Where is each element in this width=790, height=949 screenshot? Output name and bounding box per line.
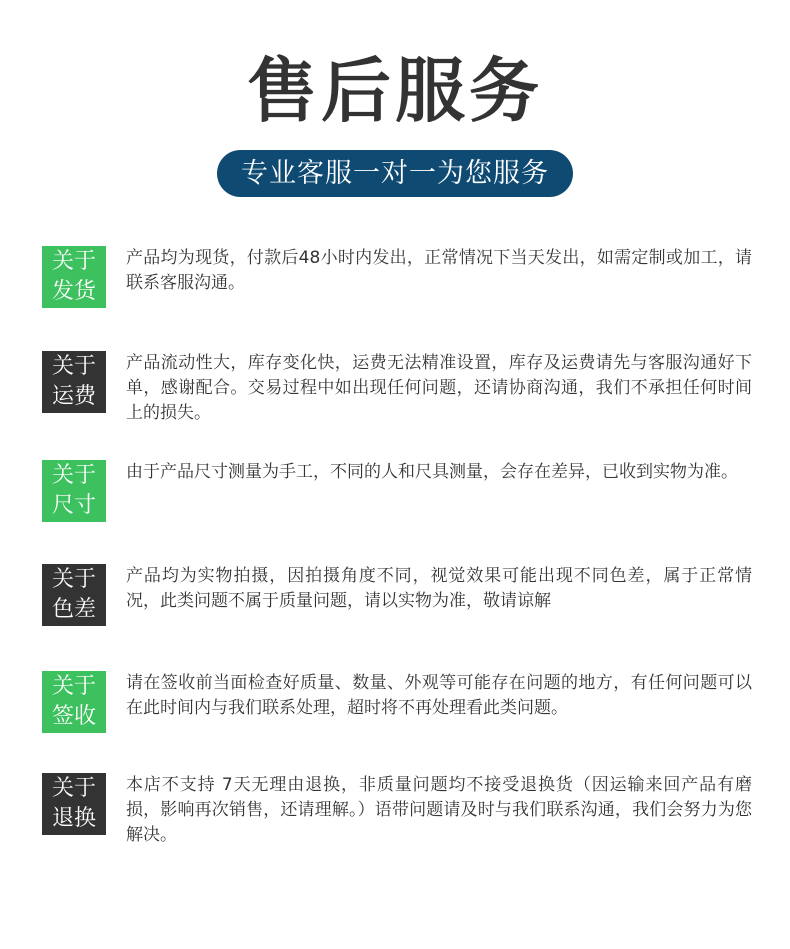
section-text: 本店不支持 7天无理由退换，非质量问题均不接受退换货（因运输来回产品有磨损，影响再次销售，还请理解。）语带问题请及时与我们联系沟通，我们会努力为您解决。 (126, 775, 752, 845)
section-badge (42, 351, 106, 413)
section-text: 产品均为实物拍摄，因拍摄角度不同，视觉效果可能出现不同色差，属于正常情况，此类问题不属于质量问题，请以实物为准，敬请谅解 (126, 566, 752, 611)
subtitle-banner: 专业客服一对一为您服务 (217, 150, 573, 197)
badge-line-1: 关于 (51, 354, 96, 379)
badge-line-1: 关于 (51, 249, 96, 274)
section-text: 由于产品尺寸测量为手工，不同的人和尺具测量，会存在差异，已收到实物为准。 (126, 462, 738, 482)
section-text: 产品流动性大，库存变化快，运费无法精准设置，库存及运费请先与客服沟通好下单，感谢配合。交易过程中如出现任何问题，还请协商沟通，我们不承担任何时间上的损失。 (126, 353, 752, 423)
section-badge (42, 460, 106, 522)
page-title: 售后服务 (247, 50, 543, 132)
badge-line-1: 关于 (51, 567, 96, 592)
section-badge (42, 246, 106, 308)
badge-line-2: 发货 (51, 279, 96, 304)
badge-line-1: 关于 (51, 776, 96, 801)
section-text: 产品均为现货，付款后48小时内发出，正常情况下当天发出，如需定制或加工，请联系客服沟通。 (126, 248, 752, 293)
badge-line-2: 尺寸 (51, 493, 96, 518)
section-text: 请在签收前当面检查好质量、数量、外观等可能存在问题的地方，有任何问题可以在此时间内与我们联系处理，超时将不再处理看此类问题。 (126, 673, 752, 718)
badge-line-2: 签收 (51, 704, 96, 729)
badge-line-2: 退换 (51, 806, 96, 831)
section-badge (42, 773, 106, 835)
badge-line-1: 关于 (51, 463, 96, 488)
badge-line-1: 关于 (51, 674, 96, 699)
badge-line-2: 运费 (51, 384, 96, 409)
section-badge (42, 564, 106, 626)
section-badge (42, 671, 106, 733)
badge-line-2: 色差 (51, 597, 96, 622)
